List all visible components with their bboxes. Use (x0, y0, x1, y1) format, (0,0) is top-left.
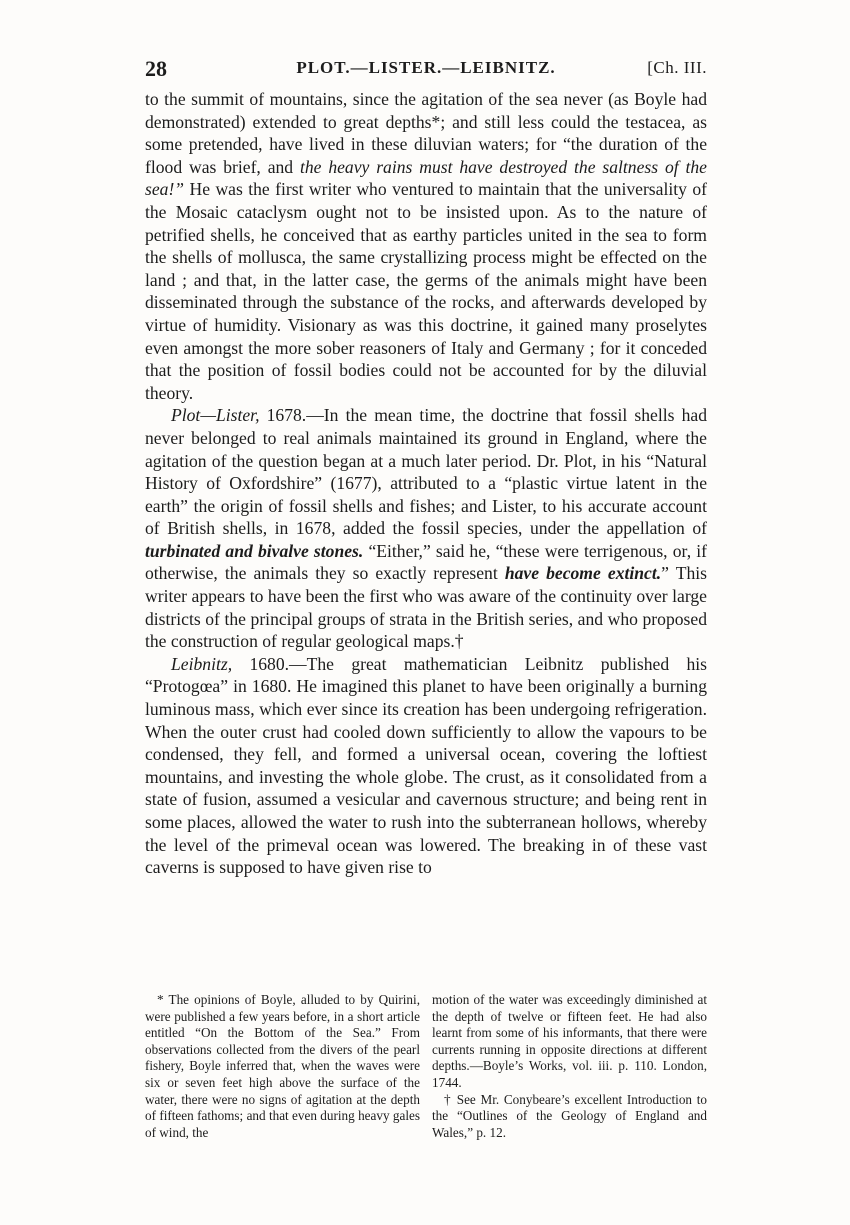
page-number: 28 (145, 56, 167, 81)
footnote-boyle-part-1: * The opinions of Boyle, alluded to by Quirini, were published a few years before, in a short article entitled “On the Bottom of the Sea.” From observations collected from the divers of the pearl fishery, Boyle inferred that, when the waves were six or seven feet high above the surface of the water, there were no signs of agitation at the depth of fifteen fathoms; and that even during heavy gales of wind, the (145, 992, 420, 1140)
footnote-column-right (432, 992, 707, 1141)
section-lead-leibnitz: Leibnitz, (171, 653, 233, 674)
footnote-conybeare: † See Mr. Conybeare’s excellent Introduction to the “Outlines of the Geology of England and Wales,” p. 12. (432, 1091, 707, 1140)
paragraph-plot-lister-text-a: 1678.—In the mean time, the doctrine that fossil shells had never belonged to real animals maintained its ground in England, where the agitation of the question began at a much later period. Dr. Plot, in his “Natural History of Oxfordshire” (1677), attributed to a “plastic virtue latent in the earth” the origin of fossil shells and fishes; and Lister, to his accurate account of British shells, in 1678, added the fossil species, under the appellation of (145, 405, 707, 539)
paragraph-boyle-rest: He was the first writer who ventured to maintain that the universality of the Mosaic cataclysm ought not to be insisted upon. As to the nature of petrified shells, he conceived that as earthy particles united in the sea to form the shells of mollusca, the same crystallizing process might be effected on the land ; and that, in the latter case, the germs of the animals might have been disseminated through the substance of the rocks, and afterwards developed by virtue of humidity. Visionary as was this doctrine, it gained many proselytes even amongst the more sober reasoners of Italy and Germany ; for it conceded that the position of fossil bodies could not be accounted for by the diluvial theory. (145, 179, 707, 403)
paragraph-plot-lister-em-1: turbinated and bivalve stones. (145, 540, 364, 561)
paragraph-plot-lister-text-c: ” This writer appears to have been the first who was aware of the continuity over large districts of the principal groups of strata in the British series, and who proposed the construction of regular geological maps.† (145, 563, 708, 652)
section-lead-plot-lister: Plot—Lister, (171, 405, 260, 426)
paragraph-plot-lister-text-b: “Either,” said he, “these were terrigenous, or, if otherwise, the animals they so exactly represent (145, 540, 707, 584)
paragraph-plot-lister-em-2: have become extinct. (504, 563, 662, 584)
paragraph-boyle-text: to the summit of mountains, since the agitation of the sea never (as Boyle had demonstrated) extended to great depths*; and still less could the testacea, as some pretended, have lived in these diluvian waters; for “the duration of the flood was brief, and (145, 89, 707, 177)
main-text (145, 88, 707, 879)
footnotes (145, 992, 707, 1141)
paragraph-leibnitz (145, 653, 707, 879)
paragraph-plot-lister (145, 404, 707, 653)
footnote-boyle-part-2: motion of the water was exceedingly diminished at the depth of twelve or fifteen feet. He had also learnt from some of his informants, that there were currents running in opposite directions at different depths.—Boyle’s Works, vol. iii. p. 110. London, 1744. (432, 992, 707, 1090)
running-title: PLOT.—LISTER.—LEIBNITZ. (296, 58, 556, 77)
paragraph-boyle-quote: the heavy rains must have destroyed the saltness of the sea!” (145, 156, 707, 200)
paragraph-leibnitz-text: 1680.—The great mathematician Leibnitz published his “Protogœa” in 1680. He imagined this planet to have been originally a burning luminous mass, which ever since its creation has been undergoing refrigeration. When the outer crust had cooled down sufficiently to allow the vapours to be condensed, they fell, and formed a universal ocean, covering the loftiest mountains, and investing the whole globe. The crust, as it consolidated from a state of fusion, assumed a vesicular and cavernous structure; and being rent in some places, allowed the water to rush into the subterranean hollows, whereby the level of the primeval ocean was lowered. The breaking in of these vast caverns is supposed to have given rise to (145, 653, 707, 878)
footnote-column-left (145, 992, 420, 1141)
paragraph-boyle (145, 88, 707, 404)
page-header (145, 56, 707, 84)
chapter-marker: [Ch. III. (647, 58, 707, 77)
